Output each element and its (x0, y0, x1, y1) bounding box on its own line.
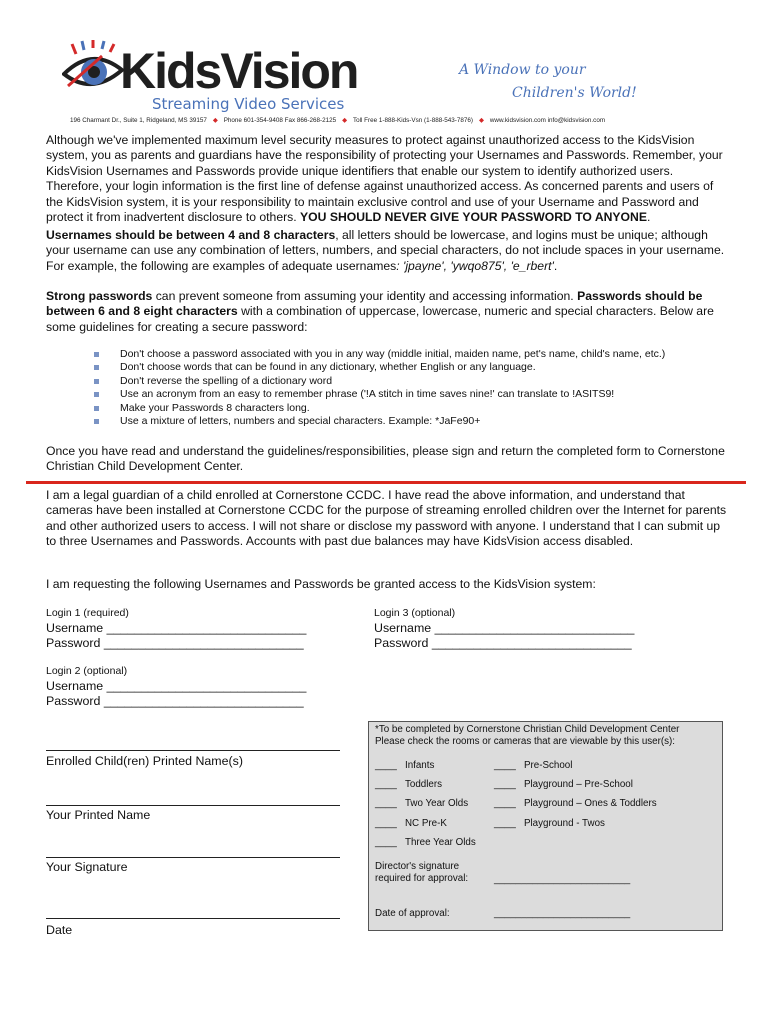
username-examples: : 'jpayne', 'ywqo875', 'e_rbert' (396, 258, 554, 273)
room-two-year-olds[interactable]: ____ Two Year Olds (375, 798, 469, 809)
brand-name: KidsVision (120, 43, 358, 99)
login1-password-field[interactable]: Password _____________________________ (46, 636, 304, 650)
login1-label: Login 1 (required) (46, 607, 129, 619)
approval-instructions: Please check the rooms or cameras that are viewable by this user(s): (375, 736, 676, 747)
request-statement: I am requesting the following Usernames and Passwords be granted access to the KidsVision system: (46, 577, 596, 591)
bullet-icon (94, 352, 99, 357)
list-item: Use an acronym from an easy to remember phrase ('!A stitch in time saves nine!' can translate to !ASITS9! (94, 388, 734, 401)
list-item: Don't reverse the spelling of a dictionary word (94, 375, 734, 388)
bullet-icon (94, 379, 99, 384)
usernames-paragraph: Usernames should be between 4 and 8 characters, all letters should be lowercase, and logins must be unique; although your username can use any combination of letters, numbers, and special characters, do not include spaces in your username. For example, the following are examples of adequate usernames: 'jpayne', 'ywqo875', 'e_rbert'. (46, 228, 725, 273)
approval-note: *To be completed by Cornerstone Christian Child Development Center (375, 724, 680, 735)
login3-password-field[interactable]: Password _____________________________ (374, 636, 632, 650)
login2-label: Login 2 (optional) (46, 665, 128, 677)
room-pre-school[interactable]: ____ Pre-School (494, 760, 573, 771)
room-nc-pre-k[interactable]: ____ NC Pre-K (375, 818, 447, 829)
director-signature-line[interactable]: _________________________ (494, 874, 631, 885)
agreement-paragraph: I am a legal guardian of a child enrolled at Cornerstone CCDC. I have read the above information, and understand that cameras have been installed at Cornerstone CCDC for the purpose of streaming enrolled children over the Internet for parents and other authorized users to access. I will not share or disclose my password with anyone. I understand that I can submit up to three Usernames and Passwords. Accounts with past due balances may have KidsVision access disabled. (46, 488, 727, 549)
bullet-icon (94, 392, 99, 397)
camera-playground-ones-toddlers[interactable]: ____ Playground – Ones & Toddlers (494, 798, 657, 809)
approval-date-line[interactable]: _________________________ (494, 908, 631, 919)
printed-name-line[interactable] (46, 805, 340, 806)
room-infants[interactable]: ____ Infants (375, 760, 435, 771)
password-guidelines (94, 348, 734, 428)
camera-playground-pre-school[interactable]: ____ Playground – Pre-School (494, 779, 633, 790)
bullet-icon (94, 406, 99, 411)
intro-paragraph: Although we've implemented maximum level security measures to protect against unauthorized access to the KidsVision system, you as parents and guardians have the responsibility of protecting your Usernames and Passwords. Remember, your KidsVision Usernames and Passwords provide unique identifiers that enable our system to identify authorized users. Therefore, your login information is the first line of defense against unauthorized access. As concerned parents and users of the KidsVision system, it is your responsibility to maintain exclusive control and use of your Username and Password and protect it from inadvertent disclosure to others. YOU SHOULD NEVER GIVE YOUR PASSWORD TO ANYONE. (46, 133, 723, 225)
bullet-icon (94, 365, 99, 370)
login1-username-field[interactable]: Username _____________________________ (46, 621, 307, 635)
toll-free: Toll Free 1-888-Kids-Vsn (1-888-543-7876) (352, 117, 474, 124)
address: 196 Charmant Dr., Suite 1, Ridgeland, MS 39157 (70, 117, 207, 124)
list-item: Don't choose words that can be found in any dictionary, whether English or any language. (94, 361, 734, 374)
login3-label: Login 3 (optional) (374, 607, 456, 619)
camera-playground-twos[interactable]: ____ Playground - Twos (494, 818, 605, 829)
director-signature-label1: Director's signature (375, 861, 460, 872)
never-share-warning: YOU SHOULD NEVER GIVE YOUR PASSWORD TO ANYONE (300, 210, 647, 225)
phone-fax: Phone 601-354-9408 Fax 866-268-2125 (223, 117, 337, 124)
list-item: Don't choose a password associated with you in any way (middle initial, maiden name, pet's name, child's name, etc.) (94, 348, 734, 361)
children-name-line[interactable] (46, 750, 340, 751)
list-item: Make your Passwords 8 characters long. (94, 402, 734, 415)
divider (26, 481, 746, 484)
login3-username-field[interactable]: Username _____________________________ (374, 621, 635, 635)
bullet-icon (94, 419, 99, 424)
room-three-year-olds[interactable]: ____ Three Year Olds (375, 837, 476, 848)
passwords-paragraph: Strong passwords can prevent someone from assuming your identity and accessing information. Passwords should be between 6 and 8 eight characters with a combination of uppercase, lowercase, numeric and special characters. Below are some guidelines for creating a secure password: (46, 289, 714, 334)
signature-label: Your Signature (46, 860, 128, 874)
brand-subtitle: Streaming Video Services (152, 95, 345, 113)
room-toddlers[interactable]: ____ Toddlers (375, 779, 442, 790)
date-label: Date (46, 923, 73, 937)
signature-line[interactable] (46, 857, 340, 858)
tagline-line1: A Window to your (459, 62, 586, 78)
web-email: www.kidsvision.com info@kidsvision.com (489, 117, 606, 124)
director-signature-label2: required for approval: (375, 873, 469, 884)
approval-date-label: Date of approval: (375, 908, 450, 919)
tagline-line2: Children's World! (512, 85, 637, 101)
list-item: Use a mixture of letters, numbers and special characters. Example: *JaFe90+ (94, 415, 734, 428)
printed-name-label: Your Printed Name (46, 808, 151, 822)
children-name-label: Enrolled Child(ren) Printed Name(s) (46, 754, 243, 768)
contact-bar: 196 Charmant Dr., Suite 1, Ridgeland, MS 39157 ◆ Phone 601-354-9408 Fax 866-268-2125 ◆ Toll Free 1-888-Kids-Vsn (1-888-543-7876) ◆ www.kidsvision.com info@kidsvision.com (70, 117, 606, 124)
approval-box (368, 721, 723, 931)
return-instructions: Once you have read and understand the guidelines/responsibilities, please sign and return the completed form to Cornerstone Christian Child Development Center. (46, 444, 725, 474)
date-line[interactable] (46, 918, 340, 919)
login2-password-field[interactable]: Password _____________________________ (46, 694, 304, 708)
login2-username-field[interactable]: Username _____________________________ (46, 679, 307, 693)
